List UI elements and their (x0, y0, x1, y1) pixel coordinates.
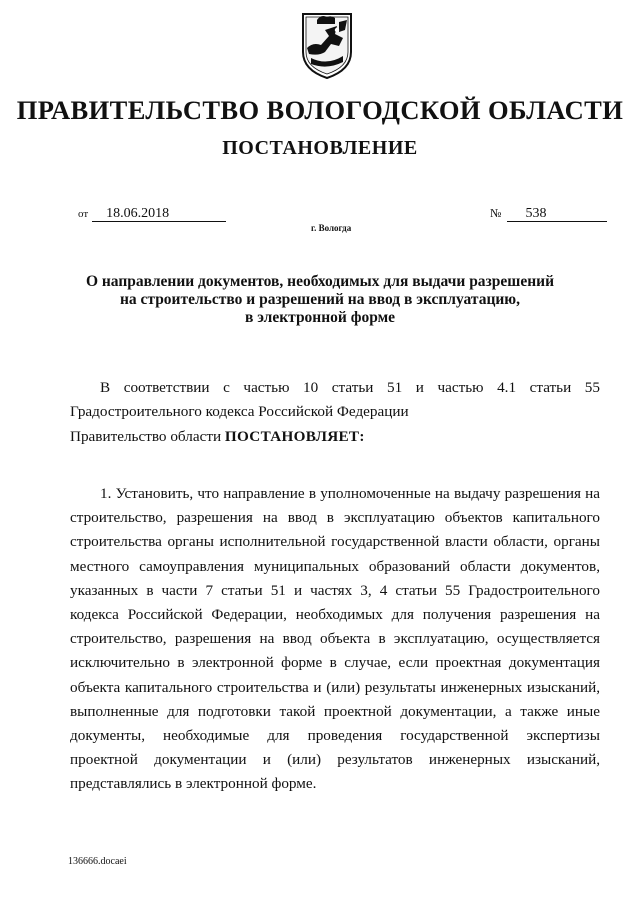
number-prefix: № (490, 206, 502, 220)
resolves-prefix: Правительство области (70, 428, 222, 445)
subject-heading (60, 273, 580, 327)
city-label: г. Вологда (311, 223, 352, 233)
date-field (78, 206, 226, 222)
date-value: 18.06.2018 (92, 207, 226, 222)
document-type-title: ПОСТАНОВЛЕНИЕ (222, 137, 418, 159)
subject-line-2: на строительство и разрешений на ввод в эксплуатацию, (119, 291, 521, 308)
government-title: ПРАВИТЕЛЬСТВО ВОЛОГОДСКОЙ ОБЛАСТИ (16, 95, 624, 125)
coat-of-arms-icon (299, 8, 355, 80)
resolves-line (70, 425, 600, 449)
item-1-paragraph: 1. Установить, что направление в уполномоченные на выдачу разрешения на строительство, разрешения на ввод в эксплуатацию объектов капитального строительства органы исполнительной государственной власти области, органы местного самоуправления муниципальных образований области документов, указанных в части 7 статьи 51 и частях 3, 4 статьи 55 Градостроительного кодекса Российской Федерации, необходимых для получения разрешения на строительство, разрешения на ввод объекта в эксплуатацию, осуществляется исключительно в электронной форме в случае, если проектная документация объекта капитального строительства и (или) результаты инженерных изысканий, выполненные для подготовки такой проектной документации, а также иные документы, необходимые для проведения государственной экспертизы проектной документации и (или) результатов инженерных изысканий, представлялись в электронной форме. (70, 485, 600, 793)
date-prefix: от (78, 208, 89, 220)
preamble-paragraph: В соответствии с частью 10 статьи 51 и частью 4.1 статьи 55 Градостроительного кодекса Российской Федерации (70, 379, 600, 420)
number-field (490, 206, 607, 222)
file-id-footer: 136666.docaei (68, 856, 127, 867)
subject-line-1: О направлении документов, необходимых для выдачи разрешений (85, 273, 555, 290)
subject-line-3: в электронной форме (244, 309, 396, 326)
resolves-word: ПОСТАНОВЛЯЕТ: (224, 428, 365, 445)
number-value: 538 (507, 207, 607, 222)
